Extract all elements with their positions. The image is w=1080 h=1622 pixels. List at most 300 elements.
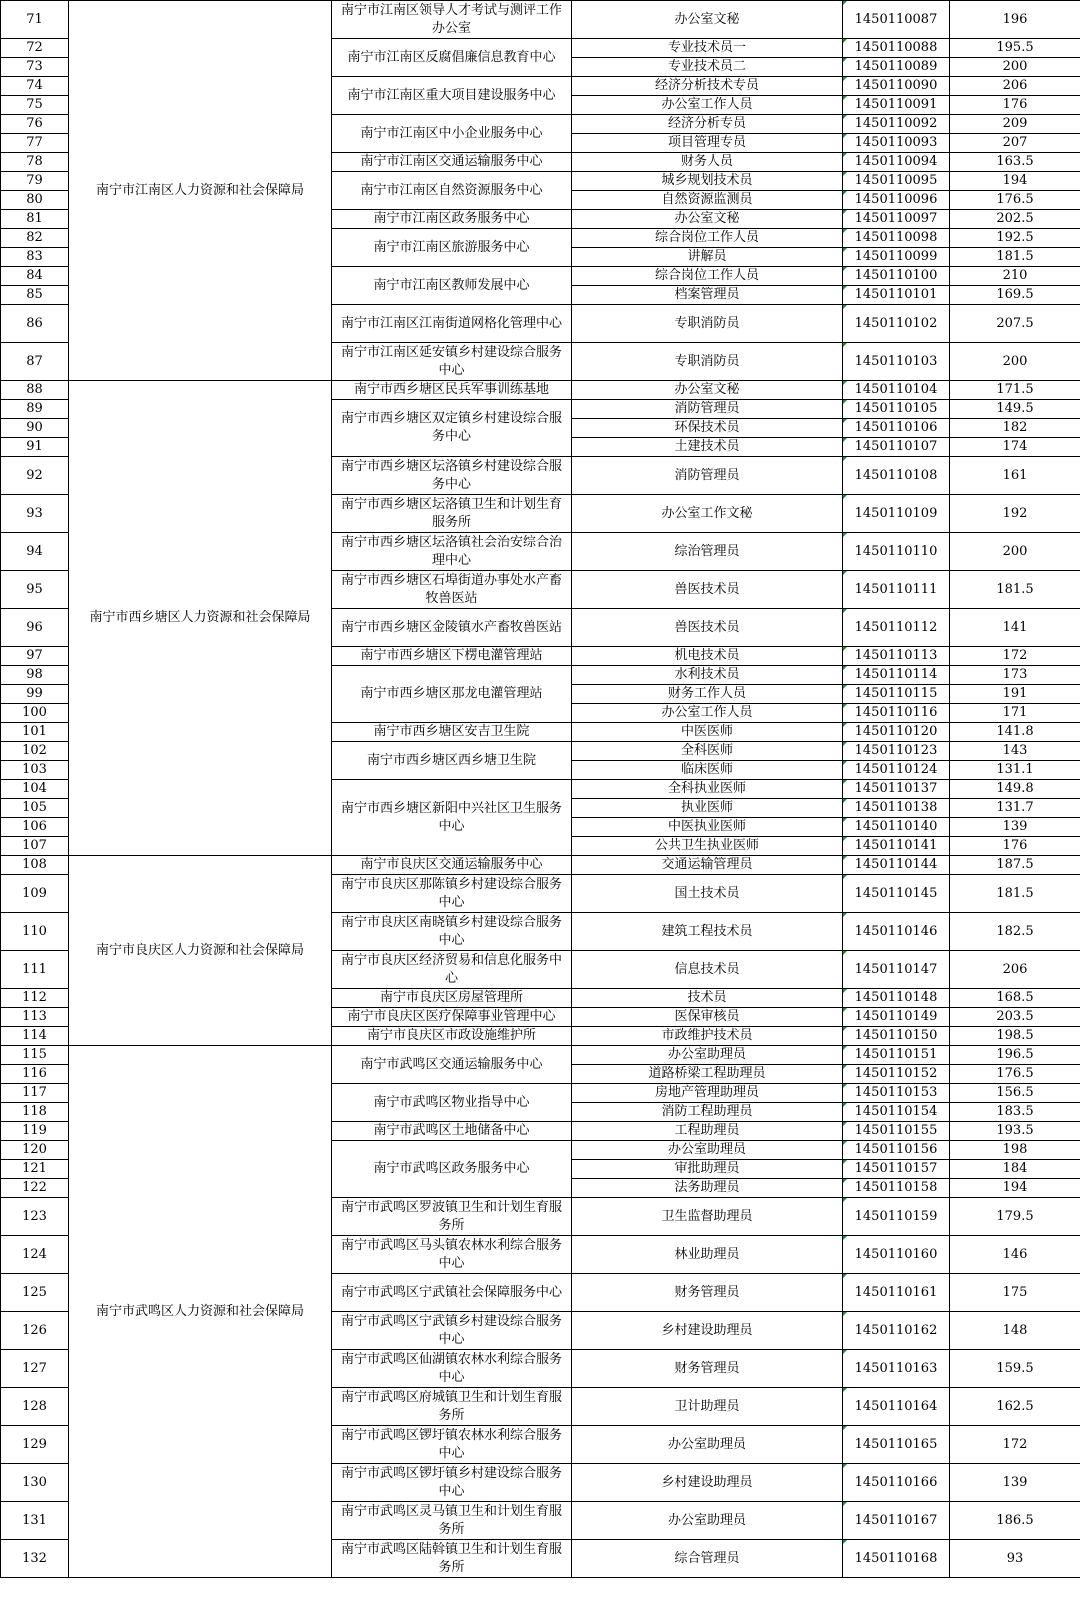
row-number: 119 bbox=[1, 1122, 69, 1141]
post-name: 消防管理员 bbox=[572, 400, 843, 419]
post-code: 1450110108 bbox=[843, 457, 950, 495]
unit-name: 南宁市武鸣区府城镇卫生和计划生育服务所 bbox=[332, 1388, 572, 1426]
unit-name: 南宁市江南区中小企业服务中心 bbox=[332, 115, 572, 153]
row-number: 72 bbox=[1, 39, 69, 58]
unit-name: 南宁市良庆区那陈镇乡村建设综合服务中心 bbox=[332, 875, 572, 913]
post-name: 医保审核员 bbox=[572, 1008, 843, 1027]
post-code: 1450110149 bbox=[843, 1008, 950, 1027]
post-code: 1450110147 bbox=[843, 951, 950, 989]
post-name: 审批助理员 bbox=[572, 1160, 843, 1179]
unit-name: 南宁市江南区交通运输服务中心 bbox=[332, 153, 572, 172]
unit-name: 南宁市江南区江南街道网格化管理中心 bbox=[332, 305, 572, 343]
unit-name: 南宁市武鸣区锣圩镇乡村建设综合服务中心 bbox=[332, 1464, 572, 1502]
post-name: 自然资源监测员 bbox=[572, 191, 843, 210]
cutoff-score: 176.5 bbox=[950, 191, 1080, 210]
post-name: 办公室文秘 bbox=[572, 381, 843, 400]
cutoff-score: 146 bbox=[950, 1236, 1080, 1274]
post-name: 项目管理专员 bbox=[572, 134, 843, 153]
department-name: 南宁市江南区人力资源和社会保障局 bbox=[69, 1, 332, 381]
post-name: 法务助理员 bbox=[572, 1179, 843, 1198]
row-number: 98 bbox=[1, 666, 69, 685]
cutoff-score: 181.5 bbox=[950, 875, 1080, 913]
unit-name: 南宁市武鸣区锣圩镇农林水利综合服务中心 bbox=[332, 1426, 572, 1464]
unit-name: 南宁市武鸣区罗波镇卫生和计划生育服务所 bbox=[332, 1198, 572, 1236]
post-name: 经济分析专员 bbox=[572, 115, 843, 134]
row-number: 76 bbox=[1, 115, 69, 134]
post-code: 1450110116 bbox=[843, 704, 950, 723]
cutoff-score: 184 bbox=[950, 1160, 1080, 1179]
cutoff-score: 181.5 bbox=[950, 248, 1080, 267]
row-number: 84 bbox=[1, 267, 69, 286]
row-number: 79 bbox=[1, 172, 69, 191]
cutoff-score: 131.7 bbox=[950, 799, 1080, 818]
post-code: 1450110123 bbox=[843, 742, 950, 761]
cutoff-score: 176 bbox=[950, 96, 1080, 115]
post-code: 1450110113 bbox=[843, 647, 950, 666]
post-name: 财务工作人员 bbox=[572, 685, 843, 704]
post-name: 乡村建设助理员 bbox=[572, 1312, 843, 1350]
cutoff-score: 194 bbox=[950, 172, 1080, 191]
unit-name: 南宁市武鸣区仙湖镇农林水利综合服务中心 bbox=[332, 1350, 572, 1388]
row-number: 87 bbox=[1, 343, 69, 381]
unit-name: 南宁市江南区教师发展中心 bbox=[332, 267, 572, 305]
unit-name: 南宁市武鸣区宁武镇乡村建设综合服务中心 bbox=[332, 1312, 572, 1350]
cutoff-score: 131.1 bbox=[950, 761, 1080, 780]
post-code: 1450110159 bbox=[843, 1198, 950, 1236]
post-code: 1450110090 bbox=[843, 77, 950, 96]
row-number: 124 bbox=[1, 1236, 69, 1274]
post-name: 机电技术员 bbox=[572, 647, 843, 666]
post-name: 讲解员 bbox=[572, 248, 843, 267]
table-row bbox=[1, 856, 1080, 875]
post-name: 市政维护技术员 bbox=[572, 1027, 843, 1046]
post-name: 消防管理员 bbox=[572, 457, 843, 495]
row-number: 90 bbox=[1, 419, 69, 438]
cutoff-score: 200 bbox=[950, 343, 1080, 381]
post-code: 1450110096 bbox=[843, 191, 950, 210]
post-name: 土建技术员 bbox=[572, 438, 843, 457]
post-name: 兽医技术员 bbox=[572, 571, 843, 609]
post-code: 1450110110 bbox=[843, 533, 950, 571]
cutoff-score: 182 bbox=[950, 419, 1080, 438]
post-name: 办公室工作人员 bbox=[572, 96, 843, 115]
post-name: 林业助理员 bbox=[572, 1236, 843, 1274]
post-code: 1450110109 bbox=[843, 495, 950, 533]
cutoff-score: 171 bbox=[950, 704, 1080, 723]
unit-name: 南宁市良庆区房屋管理所 bbox=[332, 989, 572, 1008]
post-code: 1450110153 bbox=[843, 1084, 950, 1103]
row-number: 131 bbox=[1, 1502, 69, 1540]
row-number: 71 bbox=[1, 1, 69, 39]
post-name: 全科执业医师 bbox=[572, 780, 843, 799]
row-number: 123 bbox=[1, 1198, 69, 1236]
post-code: 1450110162 bbox=[843, 1312, 950, 1350]
post-code: 1450110164 bbox=[843, 1388, 950, 1426]
row-number: 93 bbox=[1, 495, 69, 533]
cutoff-score: 191 bbox=[950, 685, 1080, 704]
cutoff-score: 200 bbox=[950, 58, 1080, 77]
post-code: 1450110168 bbox=[843, 1540, 950, 1578]
cutoff-score: 183.5 bbox=[950, 1103, 1080, 1122]
row-number: 101 bbox=[1, 723, 69, 742]
cutoff-score: 210 bbox=[950, 267, 1080, 286]
row-number: 80 bbox=[1, 191, 69, 210]
row-number: 83 bbox=[1, 248, 69, 267]
cutoff-score: 202.5 bbox=[950, 210, 1080, 229]
cutoff-score: 141.8 bbox=[950, 723, 1080, 742]
post-code: 1450110104 bbox=[843, 381, 950, 400]
post-code: 1450110138 bbox=[843, 799, 950, 818]
row-number: 120 bbox=[1, 1141, 69, 1160]
cutoff-score: 168.5 bbox=[950, 989, 1080, 1008]
cutoff-score: 161 bbox=[950, 457, 1080, 495]
cutoff-score: 179.5 bbox=[950, 1198, 1080, 1236]
row-number: 89 bbox=[1, 400, 69, 419]
cutoff-score: 176.5 bbox=[950, 1065, 1080, 1084]
unit-name: 南宁市西乡塘区双定镇乡村建设综合服务中心 bbox=[332, 400, 572, 457]
post-name: 城乡规划技术员 bbox=[572, 172, 843, 191]
cutoff-score: 196.5 bbox=[950, 1046, 1080, 1065]
cutoff-score: 156.5 bbox=[950, 1084, 1080, 1103]
cutoff-score: 209 bbox=[950, 115, 1080, 134]
unit-name: 南宁市良庆区南晓镇乡村建设综合服务中心 bbox=[332, 913, 572, 951]
cutoff-score: 176 bbox=[950, 837, 1080, 856]
post-code: 1450110112 bbox=[843, 609, 950, 647]
cutoff-score: 159.5 bbox=[950, 1350, 1080, 1388]
cutoff-score: 207 bbox=[950, 134, 1080, 153]
cutoff-score: 174 bbox=[950, 438, 1080, 457]
post-name: 办公室工作人员 bbox=[572, 704, 843, 723]
row-number: 81 bbox=[1, 210, 69, 229]
post-code: 1450110091 bbox=[843, 96, 950, 115]
cutoff-score: 162.5 bbox=[950, 1388, 1080, 1426]
post-name: 办公室助理员 bbox=[572, 1046, 843, 1065]
post-name: 卫计助理员 bbox=[572, 1388, 843, 1426]
cutoff-score: 139 bbox=[950, 818, 1080, 837]
row-number: 94 bbox=[1, 533, 69, 571]
row-number: 117 bbox=[1, 1084, 69, 1103]
cutoff-score: 171.5 bbox=[950, 381, 1080, 400]
post-name: 财务管理员 bbox=[572, 1350, 843, 1388]
post-code: 1450110114 bbox=[843, 666, 950, 685]
table-row bbox=[1, 1046, 1080, 1065]
row-number: 128 bbox=[1, 1388, 69, 1426]
post-name: 乡村建设助理员 bbox=[572, 1464, 843, 1502]
post-code: 1450110111 bbox=[843, 571, 950, 609]
unit-name: 南宁市武鸣区马头镇农林水利综合服务中心 bbox=[332, 1236, 572, 1274]
unit-name: 南宁市武鸣区物业指导中心 bbox=[332, 1084, 572, 1122]
cutoff-score: 192.5 bbox=[950, 229, 1080, 248]
unit-name: 南宁市江南区领导人才考试与测评工作办公室 bbox=[332, 1, 572, 39]
row-number: 74 bbox=[1, 77, 69, 96]
unit-name: 南宁市江南区自然资源服务中心 bbox=[332, 172, 572, 210]
cutoff-score: 192 bbox=[950, 495, 1080, 533]
row-number: 125 bbox=[1, 1274, 69, 1312]
cutoff-score: 182.5 bbox=[950, 913, 1080, 951]
unit-name: 南宁市良庆区交通运输服务中心 bbox=[332, 856, 572, 875]
row-number: 109 bbox=[1, 875, 69, 913]
row-number: 114 bbox=[1, 1027, 69, 1046]
post-code: 1450110163 bbox=[843, 1350, 950, 1388]
post-code: 1450110141 bbox=[843, 837, 950, 856]
post-code: 1450110107 bbox=[843, 438, 950, 457]
unit-name: 南宁市武鸣区宁武镇社会保障服务中心 bbox=[332, 1274, 572, 1312]
cutoff-score: 198.5 bbox=[950, 1027, 1080, 1046]
row-number: 118 bbox=[1, 1103, 69, 1122]
unit-name: 南宁市武鸣区陆斡镇卫生和计划生育服务所 bbox=[332, 1540, 572, 1578]
post-name: 中医执业医师 bbox=[572, 818, 843, 837]
cutoff-score: 193.5 bbox=[950, 1122, 1080, 1141]
post-name: 办公室助理员 bbox=[572, 1426, 843, 1464]
unit-name: 南宁市江南区旅游服务中心 bbox=[332, 229, 572, 267]
post-name: 工程助理员 bbox=[572, 1122, 843, 1141]
row-number: 108 bbox=[1, 856, 69, 875]
cutoff-score: 172 bbox=[950, 647, 1080, 666]
table-body bbox=[1, 1, 1080, 1578]
post-name: 道路桥梁工程助理员 bbox=[572, 1065, 843, 1084]
post-code: 1450110102 bbox=[843, 305, 950, 343]
cutoff-score: 149.5 bbox=[950, 400, 1080, 419]
cutoff-score: 200 bbox=[950, 533, 1080, 571]
post-name: 财务人员 bbox=[572, 153, 843, 172]
row-number: 86 bbox=[1, 305, 69, 343]
post-code: 1450110089 bbox=[843, 58, 950, 77]
row-number: 100 bbox=[1, 704, 69, 723]
post-name: 综合岗位工作人员 bbox=[572, 267, 843, 286]
post-code: 1450110156 bbox=[843, 1141, 950, 1160]
post-code: 1450110101 bbox=[843, 286, 950, 305]
cutoff-score: 186.5 bbox=[950, 1502, 1080, 1540]
unit-name: 南宁市江南区延安镇乡村建设综合服务中心 bbox=[332, 343, 572, 381]
department-name: 南宁市武鸣区人力资源和社会保障局 bbox=[69, 1046, 332, 1578]
post-code: 1450110165 bbox=[843, 1426, 950, 1464]
unit-name: 南宁市江南区重大项目建设服务中心 bbox=[332, 77, 572, 115]
cutoff-score: 187.5 bbox=[950, 856, 1080, 875]
post-code: 1450110152 bbox=[843, 1065, 950, 1084]
post-code: 1450110145 bbox=[843, 875, 950, 913]
post-code: 1450110095 bbox=[843, 172, 950, 191]
unit-name: 南宁市西乡塘区民兵军事训练基地 bbox=[332, 381, 572, 400]
post-code: 1450110146 bbox=[843, 913, 950, 951]
table-row bbox=[1, 381, 1080, 400]
cutoff-score: 169.5 bbox=[950, 286, 1080, 305]
unit-name: 南宁市武鸣区政务服务中心 bbox=[332, 1141, 572, 1198]
unit-name: 南宁市西乡塘区那龙电灌管理站 bbox=[332, 666, 572, 723]
unit-name: 南宁市武鸣区土地储备中心 bbox=[332, 1122, 572, 1141]
unit-name: 南宁市西乡塘区坛洛镇乡村建设综合服务中心 bbox=[332, 457, 572, 495]
row-number: 77 bbox=[1, 134, 69, 153]
row-number: 91 bbox=[1, 438, 69, 457]
unit-name: 南宁市良庆区医疗保障事业管理中心 bbox=[332, 1008, 572, 1027]
post-name: 交通运输管理员 bbox=[572, 856, 843, 875]
row-number: 121 bbox=[1, 1160, 69, 1179]
row-number: 110 bbox=[1, 913, 69, 951]
post-name: 办公室助理员 bbox=[572, 1141, 843, 1160]
post-name: 办公室文秘 bbox=[572, 210, 843, 229]
post-name: 消防工程助理员 bbox=[572, 1103, 843, 1122]
post-code: 1450110115 bbox=[843, 685, 950, 704]
post-code: 1450110124 bbox=[843, 761, 950, 780]
cutoff-score: 141 bbox=[950, 609, 1080, 647]
row-number: 112 bbox=[1, 989, 69, 1008]
post-code: 1450110097 bbox=[843, 210, 950, 229]
cutoff-score: 93 bbox=[950, 1540, 1080, 1578]
row-number: 129 bbox=[1, 1426, 69, 1464]
row-number: 75 bbox=[1, 96, 69, 115]
post-name: 专业技术员二 bbox=[572, 58, 843, 77]
cutoff-score: 181.5 bbox=[950, 571, 1080, 609]
post-name: 综合岗位工作人员 bbox=[572, 229, 843, 248]
unit-name: 南宁市良庆区经济贸易和信息化服务中心 bbox=[332, 951, 572, 989]
row-number: 92 bbox=[1, 457, 69, 495]
cutoff-score: 163.5 bbox=[950, 153, 1080, 172]
row-number: 116 bbox=[1, 1065, 69, 1084]
row-number: 107 bbox=[1, 837, 69, 856]
post-name: 档案管理员 bbox=[572, 286, 843, 305]
post-name: 国土技术员 bbox=[572, 875, 843, 913]
row-number: 132 bbox=[1, 1540, 69, 1578]
post-name: 经济分析技术专员 bbox=[572, 77, 843, 96]
row-number: 105 bbox=[1, 799, 69, 818]
post-code: 1450110144 bbox=[843, 856, 950, 875]
post-code: 1450110099 bbox=[843, 248, 950, 267]
cutoff-score: 203.5 bbox=[950, 1008, 1080, 1027]
unit-name: 南宁市武鸣区交通运输服务中心 bbox=[332, 1046, 572, 1084]
unit-name: 南宁市江南区政务服务中心 bbox=[332, 210, 572, 229]
post-name: 水利技术员 bbox=[572, 666, 843, 685]
cutoff-score: 206 bbox=[950, 951, 1080, 989]
row-number: 127 bbox=[1, 1350, 69, 1388]
cutoff-score: 143 bbox=[950, 742, 1080, 761]
table-row bbox=[1, 1, 1080, 39]
post-code: 1450110137 bbox=[843, 780, 950, 799]
row-number: 122 bbox=[1, 1179, 69, 1198]
post-name: 环保技术员 bbox=[572, 419, 843, 438]
post-code: 1450110100 bbox=[843, 267, 950, 286]
post-code: 1450110106 bbox=[843, 419, 950, 438]
post-name: 公共卫生执业医师 bbox=[572, 837, 843, 856]
row-number: 130 bbox=[1, 1464, 69, 1502]
post-name: 综治管理员 bbox=[572, 533, 843, 571]
cutoff-score: 195.5 bbox=[950, 39, 1080, 58]
row-number: 97 bbox=[1, 647, 69, 666]
unit-name: 南宁市江南区反腐倡廉信息教育中心 bbox=[332, 39, 572, 77]
post-code: 1450110161 bbox=[843, 1274, 950, 1312]
post-code: 1450110103 bbox=[843, 343, 950, 381]
post-code: 1450110155 bbox=[843, 1122, 950, 1141]
post-name: 专职消防员 bbox=[572, 305, 843, 343]
post-code: 1450110120 bbox=[843, 723, 950, 742]
row-number: 82 bbox=[1, 229, 69, 248]
post-code: 1450110158 bbox=[843, 1179, 950, 1198]
post-name: 技术员 bbox=[572, 989, 843, 1008]
unit-name: 南宁市良庆区市政设施维护所 bbox=[332, 1027, 572, 1046]
department-name: 南宁市西乡塘区人力资源和社会保障局 bbox=[69, 381, 332, 856]
cutoff-score: 173 bbox=[950, 666, 1080, 685]
department-name: 南宁市良庆区人力资源和社会保障局 bbox=[69, 856, 332, 1046]
cutoff-score: 175 bbox=[950, 1274, 1080, 1312]
post-name: 办公室助理员 bbox=[572, 1502, 843, 1540]
post-code: 1450110087 bbox=[843, 1, 950, 39]
post-code: 1450110166 bbox=[843, 1464, 950, 1502]
post-code: 1450110105 bbox=[843, 400, 950, 419]
post-code: 1450110167 bbox=[843, 1502, 950, 1540]
row-number: 78 bbox=[1, 153, 69, 172]
post-name: 综合管理员 bbox=[572, 1540, 843, 1578]
post-code: 1450110150 bbox=[843, 1027, 950, 1046]
row-number: 85 bbox=[1, 286, 69, 305]
post-name: 卫生监督助理员 bbox=[572, 1198, 843, 1236]
unit-name: 南宁市西乡塘区新阳中兴社区卫生服务中心 bbox=[332, 780, 572, 856]
cutoff-score: 198 bbox=[950, 1141, 1080, 1160]
row-number: 115 bbox=[1, 1046, 69, 1065]
post-name: 办公室工作文秘 bbox=[572, 495, 843, 533]
row-number: 106 bbox=[1, 818, 69, 837]
post-code: 1450110157 bbox=[843, 1160, 950, 1179]
post-name: 信息技术员 bbox=[572, 951, 843, 989]
post-code: 1450110154 bbox=[843, 1103, 950, 1122]
post-name: 专业技术员一 bbox=[572, 39, 843, 58]
post-code: 1450110140 bbox=[843, 818, 950, 837]
row-number: 99 bbox=[1, 685, 69, 704]
post-name: 中医医师 bbox=[572, 723, 843, 742]
unit-name: 南宁市西乡塘区西乡塘卫生院 bbox=[332, 742, 572, 780]
row-number: 96 bbox=[1, 609, 69, 647]
row-number: 104 bbox=[1, 780, 69, 799]
unit-name: 南宁市西乡塘区石埠街道办事处水产畜牧兽医站 bbox=[332, 571, 572, 609]
post-code: 1450110098 bbox=[843, 229, 950, 248]
cutoff-score: 149.8 bbox=[950, 780, 1080, 799]
post-code: 1450110151 bbox=[843, 1046, 950, 1065]
post-code: 1450110148 bbox=[843, 989, 950, 1008]
post-code: 1450110094 bbox=[843, 153, 950, 172]
post-code: 1450110088 bbox=[843, 39, 950, 58]
post-code: 1450110093 bbox=[843, 134, 950, 153]
unit-name: 南宁市西乡塘区金陵镇水产畜牧兽医站 bbox=[332, 609, 572, 647]
row-number: 113 bbox=[1, 1008, 69, 1027]
row-number: 88 bbox=[1, 381, 69, 400]
post-name: 财务管理员 bbox=[572, 1274, 843, 1312]
row-number: 103 bbox=[1, 761, 69, 780]
cutoff-score: 206 bbox=[950, 77, 1080, 96]
post-name: 兽医技术员 bbox=[572, 609, 843, 647]
unit-name: 南宁市西乡塘区下楞电灌管理站 bbox=[332, 647, 572, 666]
unit-name: 南宁市西乡塘区坛洛镇卫生和计划生育服务所 bbox=[332, 495, 572, 533]
cutoff-score: 148 bbox=[950, 1312, 1080, 1350]
unit-name: 南宁市西乡塘区坛洛镇社会治安综合治理中心 bbox=[332, 533, 572, 571]
cutoff-score: 207.5 bbox=[950, 305, 1080, 343]
post-name: 建筑工程技术员 bbox=[572, 913, 843, 951]
cutoff-score: 172 bbox=[950, 1426, 1080, 1464]
post-code: 1450110160 bbox=[843, 1236, 950, 1274]
post-name: 办公室文秘 bbox=[572, 1, 843, 39]
post-name: 执业医师 bbox=[572, 799, 843, 818]
post-name: 全科医师 bbox=[572, 742, 843, 761]
unit-name: 南宁市西乡塘区安吉卫生院 bbox=[332, 723, 572, 742]
cutoff-score: 139 bbox=[950, 1464, 1080, 1502]
row-number: 111 bbox=[1, 951, 69, 989]
row-number: 126 bbox=[1, 1312, 69, 1350]
cutoff-score: 194 bbox=[950, 1179, 1080, 1198]
row-number: 95 bbox=[1, 571, 69, 609]
unit-name: 南宁市武鸣区灵马镇卫生和计划生育服务所 bbox=[332, 1502, 572, 1540]
post-name: 专职消防员 bbox=[572, 343, 843, 381]
post-code: 1450110092 bbox=[843, 115, 950, 134]
post-name: 临床医师 bbox=[572, 761, 843, 780]
row-number: 102 bbox=[1, 742, 69, 761]
cutoff-score: 196 bbox=[950, 1, 1080, 39]
post-name: 房地产管理助理员 bbox=[572, 1084, 843, 1103]
